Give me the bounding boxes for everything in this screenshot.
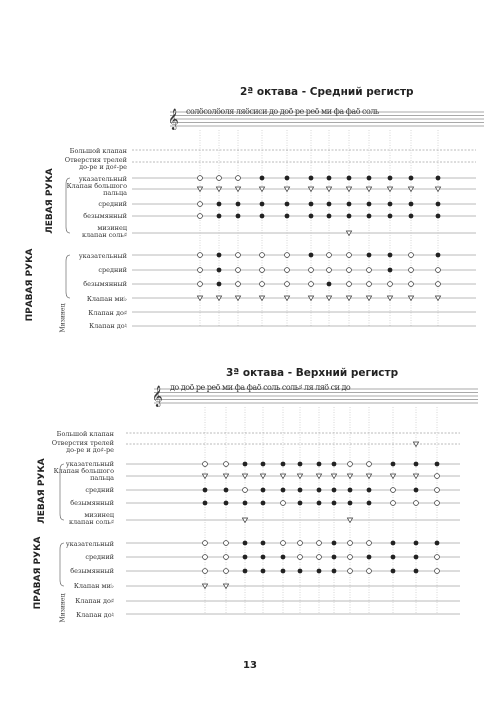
s1-pinky-label: мизинец клапан соль♯: [81, 224, 127, 239]
open-hole: [260, 253, 265, 258]
closed-hole: [217, 202, 222, 207]
open-hole: [260, 282, 265, 287]
closed-hole: [298, 569, 303, 574]
s1-do2-key-label: Клапан до♮: [89, 322, 127, 330]
open-hole: [285, 253, 290, 258]
open-hole: [236, 253, 241, 258]
open-hole: [203, 462, 208, 467]
open-hole: [435, 488, 440, 493]
open-hole: [414, 501, 419, 506]
closed-hole: [217, 253, 222, 258]
s1-left-hand-label: ЛЕВАЯ РУКА: [45, 168, 55, 234]
closed-hole: [332, 488, 337, 493]
closed-hole: [281, 569, 286, 574]
closed-hole: [309, 253, 314, 258]
closed-hole: [409, 176, 414, 181]
closed-hole: [203, 488, 208, 493]
closed-hole: [348, 501, 353, 506]
s1-holes-label: Отверстия трелей до-ре и до♯-ре: [64, 156, 127, 171]
open-hole: [198, 202, 203, 207]
closed-hole: [281, 555, 286, 560]
open-hole: [309, 282, 314, 287]
open-hole: [391, 501, 396, 506]
open-hole: [409, 282, 414, 287]
closed-hole: [261, 462, 266, 467]
section-2-title: 3ª октава - Верхний регистр: [226, 367, 399, 379]
open-hole: [409, 253, 414, 258]
closed-hole: [347, 176, 352, 181]
closed-hole: [203, 501, 208, 506]
open-hole: [281, 541, 286, 546]
closed-hole: [298, 488, 303, 493]
open-hole: [347, 282, 352, 287]
closed-hole: [317, 569, 322, 574]
closed-hole: [409, 202, 414, 207]
closed-hole: [261, 541, 266, 546]
closed-hole: [281, 488, 286, 493]
closed-hole: [436, 214, 441, 219]
open-hole: [348, 569, 353, 574]
open-hole: [409, 268, 414, 273]
s1-do-key-label: Клапан до♯: [88, 309, 127, 317]
closed-hole: [217, 282, 222, 287]
section-2-notes: до доӧ ре реӧ ми фа фаӧ соль соль♯ ля ляӧ си до: [170, 383, 351, 392]
s1-right-hand-label: ПРАВАЯ РУКА: [25, 248, 35, 322]
s2-do2-key-label: Клапан до♮: [76, 611, 114, 619]
closed-hole: [414, 462, 419, 467]
closed-hole: [327, 176, 332, 181]
closed-hole: [261, 501, 266, 506]
open-hole: [347, 253, 352, 258]
closed-hole: [298, 501, 303, 506]
closed-hole: [243, 569, 248, 574]
closed-hole: [217, 214, 222, 219]
closed-hole: [327, 282, 332, 287]
section-1-title: 2ª октава - Средний регистр: [240, 86, 414, 98]
s1-thumb-label: Клапан большого пальца: [66, 182, 127, 197]
open-hole: [367, 569, 372, 574]
s2-index-label: указательный: [65, 460, 114, 468]
open-hole: [203, 541, 208, 546]
closed-hole: [391, 462, 396, 467]
closed-hole: [260, 214, 265, 219]
closed-hole: [317, 488, 322, 493]
open-hole: [203, 569, 208, 574]
closed-hole: [243, 462, 248, 467]
open-hole: [224, 569, 229, 574]
open-hole: [367, 268, 372, 273]
open-hole: [348, 555, 353, 560]
closed-hole: [388, 214, 393, 219]
open-hole: [198, 268, 203, 273]
closed-hole: [332, 501, 337, 506]
closed-hole: [309, 176, 314, 181]
closed-hole: [281, 462, 286, 467]
s2-right-hand-label: ПРАВАЯ РУКА: [33, 536, 43, 610]
open-hole: [367, 541, 372, 546]
closed-hole: [243, 555, 248, 560]
s1-mi-key-label: Клапан ми♭: [86, 295, 127, 303]
closed-hole: [436, 176, 441, 181]
open-hole: [224, 541, 229, 546]
s2-pinky-label: мизинец клапан соль♯: [68, 511, 114, 526]
closed-hole: [332, 569, 337, 574]
s1-r-middle-label: средний: [98, 266, 127, 274]
closed-hole: [435, 541, 440, 546]
open-hole: [435, 569, 440, 574]
closed-hole: [347, 214, 352, 219]
open-hole: [327, 253, 332, 258]
closed-hole: [391, 555, 396, 560]
s2-mi-key-label: Клапан ми♭: [73, 582, 114, 590]
s2-thumb-label: Клапан большого пальца: [53, 467, 114, 482]
closed-hole: [435, 462, 440, 467]
s2-do-key-label: Клапан до♯: [75, 597, 114, 605]
closed-hole: [317, 462, 322, 467]
open-hole: [347, 268, 352, 273]
closed-hole: [348, 488, 353, 493]
open-hole: [435, 474, 440, 479]
closed-hole: [317, 501, 322, 506]
treble-clef-icon: 𝄞: [152, 386, 163, 407]
left-hand-bracket: [66, 178, 70, 233]
closed-hole: [388, 268, 393, 273]
closed-hole: [414, 569, 419, 574]
s2-left-hand-label: ЛЕВАЯ РУКА: [37, 458, 47, 524]
open-hole: [367, 462, 372, 467]
right-hand-bracket: [60, 543, 64, 586]
open-hole: [198, 214, 203, 219]
open-hole: [285, 282, 290, 287]
open-hole: [388, 282, 393, 287]
open-hole: [317, 555, 322, 560]
closed-hole: [236, 214, 241, 219]
closed-hole: [409, 214, 414, 219]
open-hole: [224, 555, 229, 560]
closed-hole: [224, 501, 229, 506]
open-hole: [298, 541, 303, 546]
closed-hole: [285, 214, 290, 219]
open-hole: [309, 268, 314, 273]
open-hole: [236, 282, 241, 287]
closed-hole: [414, 555, 419, 560]
closed-hole: [261, 488, 266, 493]
closed-hole: [391, 569, 396, 574]
open-hole: [217, 176, 222, 181]
s1-mizinets-label: Мизинец: [59, 303, 67, 333]
s1-big-key-label: Большой клапан: [69, 147, 127, 155]
closed-hole: [243, 501, 248, 506]
open-hole: [198, 282, 203, 287]
page-number: 13: [243, 660, 257, 671]
open-hole: [298, 555, 303, 560]
closed-hole: [332, 541, 337, 546]
open-hole: [203, 555, 208, 560]
open-hole: [198, 176, 203, 181]
open-hole: [327, 268, 332, 273]
closed-hole: [367, 488, 372, 493]
closed-hole: [285, 176, 290, 181]
closed-hole: [347, 202, 352, 207]
open-hole: [281, 501, 286, 506]
s2-big-key-label: Большой клапан: [56, 430, 114, 438]
closed-hole: [367, 202, 372, 207]
closed-hole: [260, 176, 265, 181]
closed-hole: [388, 176, 393, 181]
open-hole: [348, 541, 353, 546]
open-hole: [436, 282, 441, 287]
closed-hole: [436, 253, 441, 258]
closed-hole: [332, 555, 337, 560]
s2-r-index-label: указательный: [65, 540, 114, 548]
s2-r-middle-label: средний: [85, 553, 114, 561]
s2-mizinets-label: Мизинец: [59, 593, 67, 623]
open-hole: [236, 268, 241, 273]
open-hole: [317, 541, 322, 546]
s2-middle-label: средний: [85, 486, 114, 494]
s1-middle-label: средний: [98, 200, 127, 208]
closed-hole: [261, 569, 266, 574]
closed-hole: [436, 202, 441, 207]
open-hole: [367, 282, 372, 287]
open-hole: [435, 501, 440, 506]
closed-hole: [217, 268, 222, 273]
closed-hole: [243, 541, 248, 546]
treble-clef-icon: 𝄞: [168, 109, 179, 130]
open-hole: [198, 253, 203, 258]
closed-hole: [367, 214, 372, 219]
closed-hole: [298, 462, 303, 467]
s2-r-ring-label: безымянный: [70, 567, 114, 575]
closed-hole: [414, 488, 419, 493]
section-1-notes: солӧсолӧоля ляӧсиси до доӧ ре реӧ ми фа фаӧ соль: [186, 107, 379, 116]
closed-hole: [260, 202, 265, 207]
closed-hole: [309, 202, 314, 207]
closed-hole: [309, 214, 314, 219]
closed-hole: [285, 202, 290, 207]
open-hole: [243, 488, 248, 493]
left-hand-bracket: [60, 464, 64, 520]
open-hole: [348, 462, 353, 467]
s1-r-index-label: указательный: [78, 252, 127, 260]
closed-hole: [261, 555, 266, 560]
closed-hole: [367, 253, 372, 258]
closed-hole: [367, 501, 372, 506]
closed-hole: [332, 462, 337, 467]
open-hole: [435, 555, 440, 560]
closed-hole: [367, 176, 372, 181]
open-hole: [285, 268, 290, 273]
closed-hole: [224, 488, 229, 493]
right-hand-bracket: [66, 255, 70, 298]
closed-hole: [388, 202, 393, 207]
open-hole: [436, 268, 441, 273]
s2-holes-label: Отверстия трелей до-ре и до♯-ре: [51, 439, 114, 454]
s1-ring-label: безымянный: [83, 212, 127, 220]
s1-index-label: указательный: [78, 175, 127, 183]
s1-r-ring-label: безымянный: [83, 280, 127, 288]
closed-hole: [367, 555, 372, 560]
open-hole: [391, 488, 396, 493]
open-hole: [260, 268, 265, 273]
closed-hole: [327, 202, 332, 207]
open-hole: [224, 462, 229, 467]
s2-ring-label: безымянный: [70, 499, 114, 507]
closed-hole: [414, 541, 419, 546]
open-hole: [236, 176, 241, 181]
closed-hole: [327, 214, 332, 219]
closed-hole: [391, 541, 396, 546]
closed-hole: [388, 253, 393, 258]
closed-hole: [236, 202, 241, 207]
